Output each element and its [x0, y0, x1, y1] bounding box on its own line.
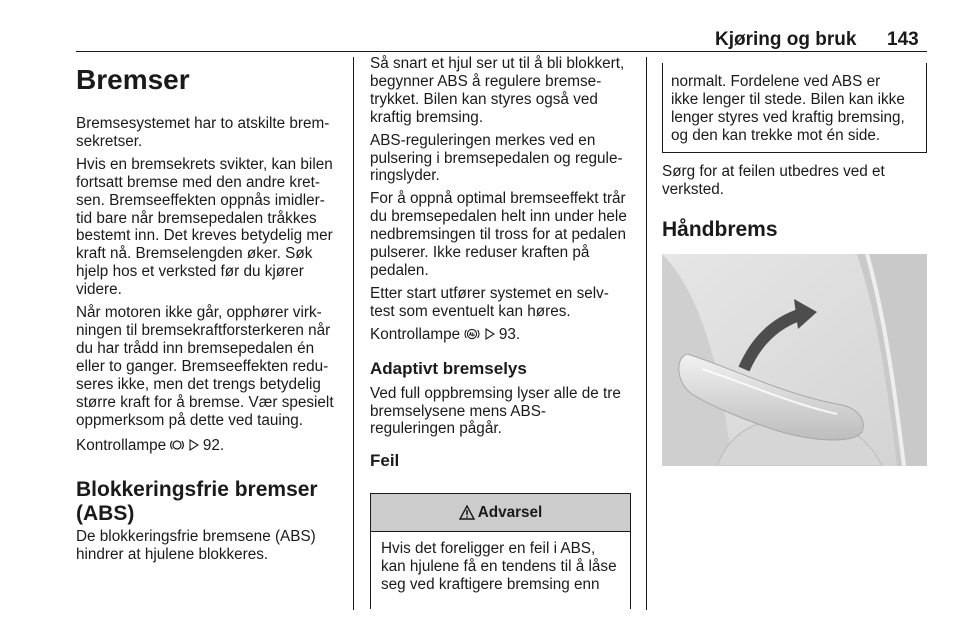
- header-rule: [76, 51, 927, 52]
- text-line: fortsatt bremse med den andre kret-: [76, 173, 321, 191]
- column-divider: [646, 57, 647, 610]
- text-line: Hvis det foreligger en feil i ABS,: [381, 540, 596, 557]
- text-line: nedbremsingen til tross for at pedalen: [370, 226, 626, 244]
- heading-line: Blokkeringsfrie bremser: [76, 478, 318, 502]
- warning-triangle-icon: [459, 505, 475, 520]
- text-line: tid bare når bremsepedalen tråkkes: [76, 209, 317, 227]
- text-line: seres ikke, men det trengs betydelig: [76, 375, 321, 393]
- text-line: For å oppnå optimal bremseeffekt trår: [370, 190, 626, 208]
- text-line: kraft nå. Bremselengden øker. Søk: [76, 245, 313, 263]
- paragraph: [662, 163, 930, 199]
- heading-line: (ABS): [76, 502, 135, 526]
- column-2: [370, 55, 634, 471]
- text-line: Hvis en bremsekrets svikter, kan bilen: [76, 155, 333, 173]
- warning-header: [371, 494, 630, 532]
- text-line: lenger styres ved kraftig bremsing,: [671, 108, 905, 126]
- text-line: du har trådd inn bremsepedalen én: [76, 339, 315, 357]
- text-line: pulsering i bremsepedalen og regule-: [370, 149, 623, 167]
- paragraph: [370, 385, 634, 439]
- text-line: oppmerksom på dette ved tauing.: [76, 411, 304, 429]
- text-line: du bremsepedalen helt inn under hele: [370, 208, 627, 226]
- text-line: begynner ABS å regulere bremse-: [370, 72, 602, 90]
- text-line: bremselysene mens ABS-: [370, 402, 546, 420]
- paragraph: [76, 115, 344, 151]
- warning-box: [370, 493, 631, 609]
- text-line: kraftig bremsing.: [370, 108, 484, 126]
- warning-body: [371, 532, 630, 594]
- text-line: ringslyder.: [370, 167, 440, 185]
- reference-label: Kontrollampe: [370, 325, 461, 343]
- text-line: verksted.: [662, 180, 725, 198]
- paragraph: [370, 285, 634, 321]
- reference-page: 92.: [202, 437, 225, 455]
- text-line: Når motoren ikke går, opphører virk-: [76, 304, 322, 322]
- paragraph: [76, 528, 344, 564]
- section-title-brakes: Bremser: [76, 64, 190, 95]
- text-line: Sørg for at feilen utbedres ved et: [662, 163, 885, 180]
- text-line: pulserer. Ikke reduser kraften på: [370, 244, 590, 262]
- heading-adaptive-brake-light: Adaptivt bremselys: [370, 358, 527, 378]
- column-divider: [353, 57, 354, 610]
- reference-arrow-icon: [485, 328, 495, 340]
- text-line: trykket. Bilen kan styres også ved: [370, 90, 598, 108]
- reference-arrow-icon: [189, 439, 199, 451]
- text-line: sen. Bremseeffekten oppnås imidler-: [76, 191, 325, 209]
- text-line: seg ved kraftigere bremsing enn: [381, 575, 600, 593]
- heading-fault: Feil: [370, 451, 400, 471]
- text-line: Så snart et hjul ser ut til å bli blokkert,: [370, 55, 625, 72]
- paragraph: [370, 190, 634, 280]
- column-1: [76, 55, 344, 569]
- text-line: De blokkeringsfrie bremsene (ABS): [76, 528, 316, 546]
- control-lamp-reference[interactable]: [370, 326, 634, 344]
- heading-abs: [76, 478, 344, 526]
- handbrake-illustration: [662, 254, 927, 466]
- text-line: reguleringen pågår.: [370, 420, 502, 438]
- text-line: hjelp hos et verksted før du kjører: [76, 263, 304, 281]
- text-line: test som eventuelt kan høres.: [370, 302, 571, 320]
- warning-title: Advarsel: [477, 503, 543, 521]
- text-line: videre.: [76, 281, 122, 299]
- warning-box-continued: [662, 63, 927, 153]
- text-line: større kraft for å bremse. Vær spesielt: [76, 393, 334, 411]
- text-line: Ved full oppbremsing lyser alle de tre: [370, 384, 621, 402]
- column-3: [662, 163, 930, 242]
- page-number: 143: [887, 29, 919, 50]
- reference-page: 93.: [498, 325, 521, 343]
- abs-lamp-icon: [464, 327, 480, 341]
- reference-label: Kontrollampe: [76, 437, 167, 455]
- brake-warning-lamp-icon: [170, 438, 184, 452]
- text-line: eller to ganger. Bremseeffekten redu-: [76, 357, 329, 375]
- text-line: normalt. Fordelene ved ABS er: [671, 73, 881, 90]
- text-line: pedalen.: [370, 261, 429, 279]
- text-line: ABS-reguleringen merkes ved en: [370, 131, 596, 149]
- control-lamp-reference[interactable]: [76, 437, 344, 455]
- text-line: sekretser.: [76, 132, 143, 150]
- paragraph: [370, 132, 634, 186]
- running-header: Kjøring og bruk: [715, 29, 857, 50]
- text-line: Etter start utfører systemet en selv-: [370, 284, 609, 302]
- text-line: hindrer at hjulene blokkeres.: [76, 546, 269, 564]
- text-line: bestemt inn. Det kreves betydelig mer: [76, 227, 333, 245]
- text-line: og den kan trekke mot én side.: [671, 126, 881, 144]
- text-line: Bremsesystemet har to atskilte brem-: [76, 115, 330, 132]
- paragraph: [76, 156, 344, 299]
- text-line: ningen til bremsekraftforsterkeren når: [76, 321, 331, 339]
- paragraph: [76, 304, 344, 429]
- heading-handbrake: Håndbrems: [662, 217, 778, 241]
- paragraph: [370, 55, 634, 127]
- text-line: kan hjulene få en tendens til å låse: [381, 557, 617, 575]
- text-line: ikke lenger til stede. Bilen kan ikke: [671, 90, 905, 108]
